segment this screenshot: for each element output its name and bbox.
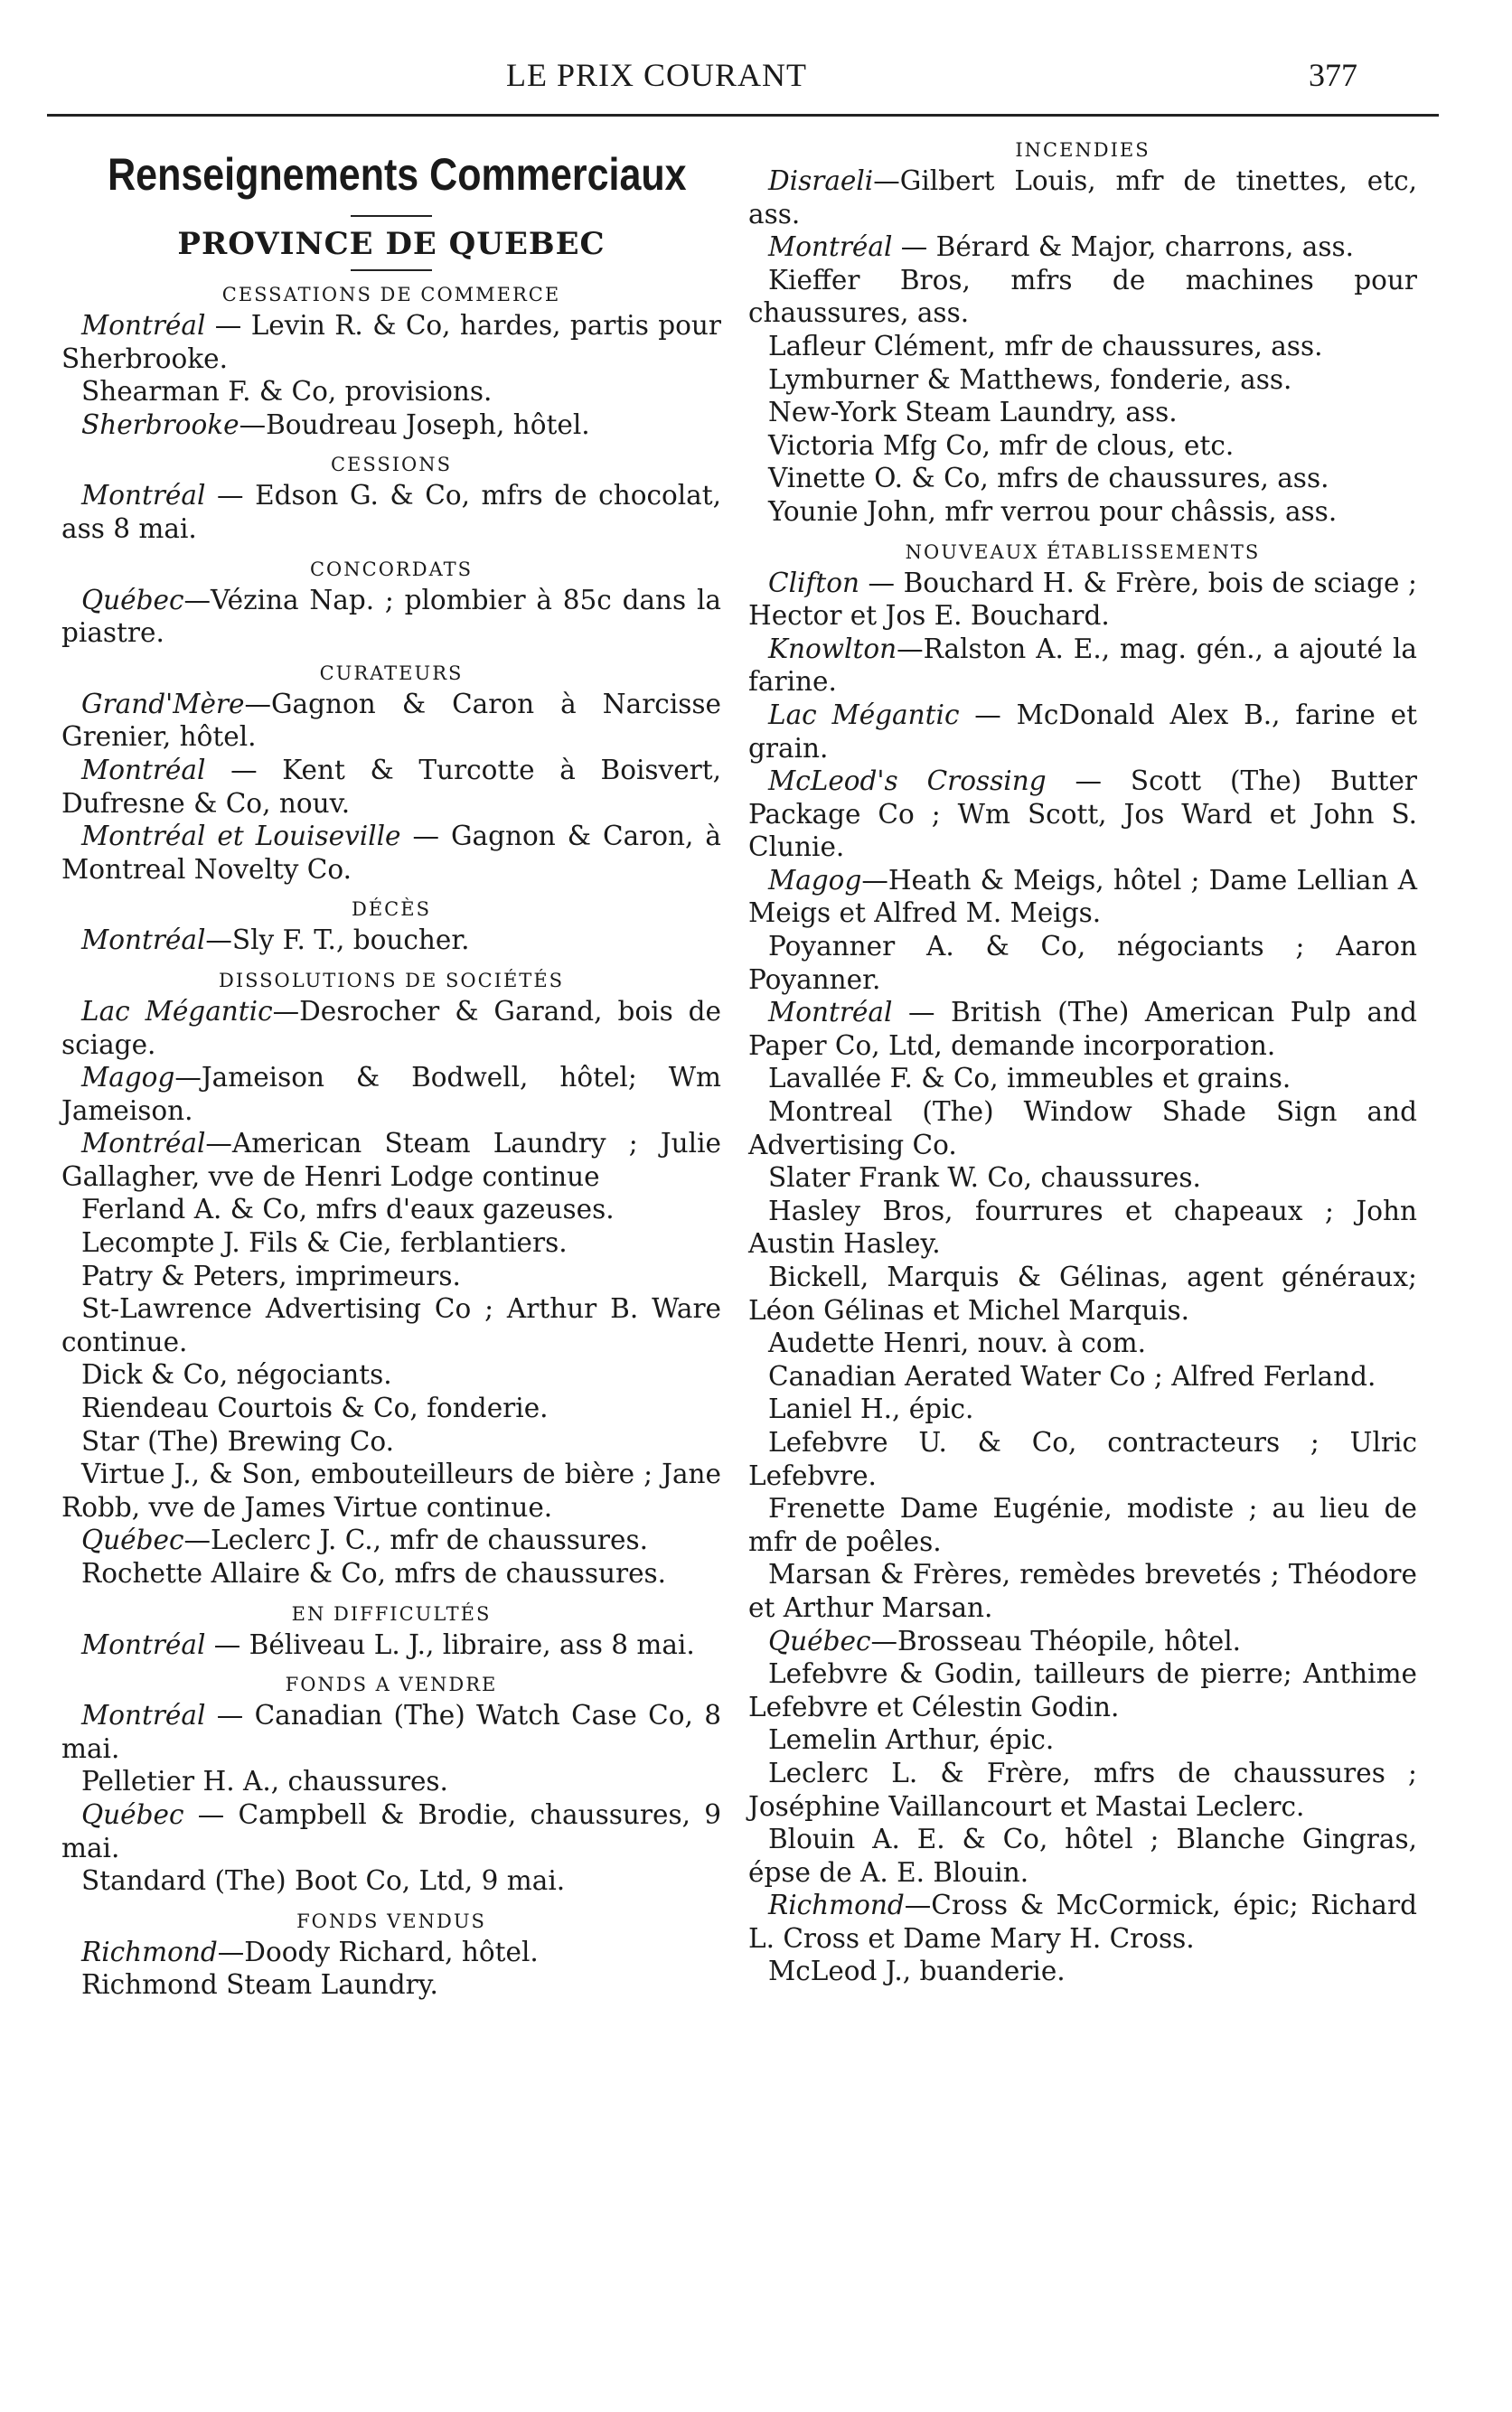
entry-text: Bouchard H. & Frère, bois de sciage ; Hector et Jos E. Bouchard. <box>748 567 1417 632</box>
entry-text: Pelletier H. A., chaussures. <box>81 1766 448 1797</box>
listing-entry <box>61 1458 721 1524</box>
entry-text: Gagnon & Caron à Narcisse Grenier, hôtel. <box>61 688 721 753</box>
entry-text: Marsan & Frères, remèdes brevetés ; Théodore et Arthur Marsan. <box>748 1559 1417 1623</box>
entry-place: Montréal <box>81 1700 206 1732</box>
listing-entry <box>61 1864 721 1898</box>
entry-text: Scott (The) Butter Package Co ; Wm Scott, Jos Ward et John S. Clunie. <box>748 765 1417 863</box>
listing-entry: McLeod's Crossing — Scott (The) Butter Package Co ; Wm Scott, Jos Ward et John S. Clunie. <box>748 765 1417 863</box>
entry-text: Riendeau Courtois & Co, fonderie. <box>81 1393 549 1424</box>
listing-entry: Montréal — Levin R. & Co, hardes, partis pour Sherbrooke. <box>61 310 721 374</box>
entry-place: Sherbrooke <box>81 408 239 440</box>
section-heading-incendies: INCENDIES <box>1015 139 1150 161</box>
listing-entry: Québec—Leclerc J. C., mfr de chaussures. <box>81 1525 648 1556</box>
province-heading: PROVINCE DE QUEBEC <box>177 226 606 262</box>
listing-entry <box>748 930 1417 996</box>
listing-entry <box>61 375 721 408</box>
entry-text: Kieffer Bros, mfrs de machines pour chaussures, ass. <box>748 264 1417 329</box>
entry-text: Dick & Co, négociants. <box>81 1359 392 1391</box>
section-heading-curateurs: CURATEURS <box>319 662 464 684</box>
entry-text: Lefebvre U. & Co, contracteurs ; Ulric Lefebvre. <box>748 1426 1417 1491</box>
listing-entry <box>748 495 1417 529</box>
entry-place: Montréal <box>81 924 206 956</box>
entry-text: Lavallée F. & Co, immeubles et grains. <box>768 1063 1291 1094</box>
entry-text: Gilbert Louis, mfr de tinettes, etc, ass. <box>748 165 1417 230</box>
entry-place: Québec <box>81 584 184 615</box>
listing-entry <box>61 1260 721 1293</box>
entry-text: Desrocher & Garand, bois de sciage. <box>61 995 721 1060</box>
listing-entry <box>748 429 1417 463</box>
section-heading-cessations-de-commerce: CESSATIONS DE COMMERCE <box>221 284 561 305</box>
entry-place: Lac Mégantic <box>768 699 960 730</box>
entry-place: Knowlton <box>768 633 897 664</box>
entry-place: Disraeli <box>768 165 874 196</box>
province-divider <box>351 269 432 271</box>
section-heading-deces: DÉCÈS <box>352 898 431 921</box>
section-heading-dissolutions-de-societes: DISSOLUTIONS DE SOCIÉTÉS <box>218 969 565 991</box>
section-heading-fonds-a-vendre: FONDS A VENDRE <box>285 1674 498 1696</box>
entry-place: Richmond <box>768 1890 905 1921</box>
entry-text: Vinette O. & Co, mfrs de chaussures, ass. <box>768 463 1329 494</box>
listing-entry <box>748 1393 1417 1426</box>
section-heading-nouveaux-etablissements: NOUVEAUX ÉTABLISSEMENTS <box>905 540 1261 563</box>
listing-entry: Montréal — Kent & Turcotte à Boisvert, Dufresne & Co, nouv. <box>61 754 721 819</box>
listing-entry <box>748 1426 1417 1492</box>
listing-entry <box>748 1657 1417 1723</box>
entry-text: St-Lawrence Advertising Co ; Arthur B. Ware continue. <box>61 1293 721 1357</box>
entry-place: Lac Mégantic <box>81 995 273 1027</box>
entry-text: Edson G. & Co, mfrs de chocolat, ass 8 mai. <box>61 480 721 544</box>
entry-text: Leclerc L. & Frère, mfrs de chaussures ; Joséphine Vaillancourt et Mastai Leclerc. <box>748 1757 1417 1822</box>
entry-place: McLeod's Crossing <box>768 765 1047 797</box>
listing-entry <box>748 1360 1417 1394</box>
listing-entry <box>748 1327 1417 1360</box>
entry-text: Béliveau L. J., libraire, ass 8 mai. <box>249 1628 695 1660</box>
listing-entry: Québec—Brosseau Théopile, hôtel. <box>768 1625 1242 1656</box>
listing-entry: Disraeli—Gilbert Louis, mfr de tinettes, etc, ass. <box>748 165 1417 230</box>
listing-entry <box>748 1723 1417 1757</box>
entry-text: Cross & McCormick, épic; Richard L. Cross et Dame Mary H. Cross. <box>748 1890 1417 1954</box>
listing-entry <box>748 396 1417 429</box>
right-column <box>748 127 1417 1988</box>
listing-entry <box>748 363 1417 397</box>
listing-entry <box>748 1823 1417 1889</box>
section-heading-fonds-vendus: FONDS VENDUS <box>296 1910 486 1932</box>
listing-entry: Montréal—Sly F. T., boucher. <box>81 924 470 956</box>
listing-entry: Grand'Mère—Gagnon & Caron à Narcisse Grenier, hôtel. <box>61 688 721 753</box>
entry-text: Lafleur Clément, mfr de chaussures, ass. <box>768 330 1323 361</box>
listing-entry <box>748 1095 1417 1161</box>
entry-text: Leclerc J. C., mfr de chaussures. <box>211 1525 648 1556</box>
listing-entry <box>748 1261 1417 1327</box>
entry-text: Boudreau Joseph, hôtel. <box>266 408 590 440</box>
listing-entry <box>61 1557 721 1591</box>
entry-place: Magog <box>768 864 862 896</box>
listing-entry: Montréal — Edson G. & Co, mfrs de chocolat, ass 8 mai. <box>61 480 721 544</box>
entry-text: Younie John, mfr verrou pour châssis, ass. <box>768 495 1338 527</box>
section-heading-concordats: CONCORDATS <box>309 558 473 580</box>
right-sections <box>748 139 1417 1988</box>
entry-text: Canadian Aerated Water Co ; Alfred Ferland. <box>768 1360 1376 1392</box>
listing-entry: Richmond—Doody Richard, hôtel. <box>81 1936 539 1967</box>
listing-entry: Montréal et Louiseville — Gagnon & Caron, à Montreal Novelty Co. <box>61 821 721 885</box>
listing-entry <box>61 1392 721 1425</box>
entry-text: Gagnon & Caron, à Montreal Novelty Co. <box>61 821 721 885</box>
listing-entry: Lac Mégantic—Desrocher & Garand, bois de sciage. <box>61 995 721 1060</box>
entry-text: Montreal (The) Window Shade Sign and Advertising Co. <box>748 1096 1417 1160</box>
section-heading-cessions: CESSIONS <box>330 454 453 476</box>
entry-text: Levin R. & Co, hardes, partis pour Sherbrooke. <box>61 310 721 374</box>
entry-text: Star (The) Brewing Co. <box>81 1425 395 1457</box>
entry-text: Kent & Turcotte à Boisvert, Dufresne & Co, nouv. <box>61 754 721 819</box>
page-number: 377 <box>1309 57 1357 93</box>
listing-entry: Sherbrooke—Boudreau Joseph, hôtel. <box>81 408 590 440</box>
entry-text: Virtue J., & Son, embouteilleurs de bière ; Jane Robb, vve de James Virtue continue. <box>61 1459 721 1523</box>
entry-text: Jameison & Bodwell, hôtel; Wm Jameison. <box>61 1062 721 1126</box>
listing-entry <box>748 1161 1417 1195</box>
listing-entry <box>748 1955 1417 1988</box>
entry-place: Montréal <box>81 480 206 511</box>
listing-entry <box>61 1226 721 1260</box>
entry-place: Montréal <box>81 754 206 785</box>
listing-entry <box>61 1292 721 1358</box>
listing-entry <box>61 1765 721 1798</box>
running-header <box>0 56 1512 110</box>
listing-entry <box>61 1358 721 1392</box>
entry-text: New-York Steam Laundry, ass. <box>768 397 1178 428</box>
entry-text: Richmond Steam Laundry. <box>81 1969 438 2001</box>
entry-text: British (The) American Pulp and Paper Co, Ltd, demande incorporation. <box>748 997 1417 1061</box>
entry-text: Ferland A. & Co, mfrs d'eaux gazeuses. <box>81 1194 615 1225</box>
entry-place: Clifton <box>768 567 859 598</box>
entry-text: Lemelin Arthur, épic. <box>768 1724 1055 1756</box>
entry-place: Montréal <box>81 1128 206 1159</box>
entry-place: Montréal <box>768 231 893 263</box>
entry-place: Montréal <box>81 1628 206 1660</box>
listing-entry: Magog—Jameison & Bodwell, hôtel; Wm Jameison. <box>61 1062 721 1126</box>
entry-place: Grand'Mère <box>81 688 245 719</box>
entry-text: American Steam Laundry ; Julie Gallagher, vve de Henri Lodge continue <box>61 1128 721 1192</box>
listing-entry <box>748 1558 1417 1624</box>
entry-text: Audette Henri, nouv. à com. <box>768 1328 1146 1359</box>
entry-text: Campbell & Brodie, chaussures, 9 mai. <box>61 1798 721 1863</box>
listing-entry <box>748 264 1417 330</box>
entry-place: Montréal <box>81 310 206 341</box>
listing-entry: Richmond—Cross & McCormick, épic; Richard L. Cross et Dame Mary H. Cross. <box>748 1890 1417 1954</box>
section-heading-en-difficultes: EN DIFFICULTÉS <box>291 1602 492 1625</box>
entry-text: Victoria Mfg Co, mfr de clous, etc. <box>768 429 1235 461</box>
listing-entry <box>61 1425 721 1459</box>
listing-entry: Montréal—American Steam Laundry ; Julie Gallagher, vve de Henri Lodge continue <box>61 1128 721 1192</box>
entry-place: Montréal et Louiseville <box>81 821 401 852</box>
entry-place: Magog <box>81 1062 175 1093</box>
listing-entry: Lac Mégantic — McDonald Alex B., farine et grain. <box>748 699 1417 764</box>
entry-text: McDonald Alex B., farine et grain. <box>748 699 1417 764</box>
entry-place: Québec <box>768 1625 871 1656</box>
entry-text: Ralston A. E., mag. gén., a ajouté la farine. <box>748 633 1417 698</box>
listing-entry <box>748 1062 1417 1095</box>
entry-place: Montréal <box>768 997 893 1028</box>
listing-entry: Knowlton—Ralston A. E., mag. gén., a ajouté la farine. <box>748 633 1417 698</box>
entry-text: Standard (The) Boot Co, Ltd, 9 mai. <box>81 1865 566 1897</box>
entry-place: Québec <box>81 1525 184 1556</box>
listing-entry <box>748 330 1417 363</box>
entry-text: McLeod J., buanderie. <box>768 1956 1066 1987</box>
entry-text: Frenette Dame Eugénie, modiste ; au lieu de mfr de poêles. <box>748 1493 1417 1557</box>
entry-text: Bickell, Marquis & Gélinas, agent généraux; Léon Gélinas et Michel Marquis. <box>748 1262 1417 1326</box>
listing-entry: Montréal — Bérard & Major, charrons, ass. <box>768 231 1355 263</box>
listing-entry: Québec—Vézina Nap. ; plombier à 85c dans la piastre. <box>61 584 721 649</box>
entry-text: Bérard & Major, charrons, ass. <box>935 231 1355 263</box>
entry-text: Rochette Allaire & Co, mfrs de chaussures. <box>81 1558 667 1589</box>
entry-text: Poyanner A. & Co, négociants ; Aaron Poyanner. <box>748 931 1417 995</box>
header-rule <box>47 114 1439 117</box>
listing-entry: Clifton — Bouchard H. & Frère, bois de sciage ; Hector et Jos E. Bouchard. <box>748 567 1417 632</box>
entry-text: Canadian (The) Watch Case Co, 8 mai. <box>61 1700 721 1764</box>
running-title: LE PRIX COURANT <box>506 57 808 93</box>
entry-text: Hasley Bros, fourrures et chapeaux ; John Austin Hasley. <box>748 1195 1417 1260</box>
listing-entry: Montréal — Canadian (The) Watch Case Co, 8 mai. <box>61 1700 721 1764</box>
listing-entry <box>61 1968 721 2002</box>
entry-text: Patry & Peters, imprimeurs. <box>81 1260 461 1291</box>
entry-place: Québec <box>81 1798 184 1830</box>
entry-text: Brosseau Théopile, hôtel. <box>897 1625 1242 1656</box>
entry-text: Blouin A. E. & Co, hôtel ; Blanche Gingras, épse de A. E. Blouin. <box>748 1824 1417 1888</box>
left-column <box>61 127 721 2002</box>
listing-entry <box>748 1492 1417 1558</box>
entry-text: Slater Frank W. Co, chaussures. <box>768 1162 1201 1194</box>
entry-text: Lymburner & Matthews, fonderie, ass. <box>768 363 1292 395</box>
listing-entry: Québec — Campbell & Brodie, chaussures, 9 mai. <box>61 1798 721 1863</box>
listing-entry: Magog—Heath & Meigs, hôtel ; Dame Lellian A Meigs et Alfred M. Meigs. <box>748 864 1417 929</box>
page-title: Renseignements Commerciaux <box>108 149 687 200</box>
listing-entry <box>61 1193 721 1226</box>
listing-entry: Montréal — British (The) American Pulp and Paper Co, Ltd, demande incorporation. <box>748 997 1417 1061</box>
entry-text: Lefebvre & Godin, tailleurs de pierre; Anthime Lefebvre et Célestin Godin. <box>748 1658 1417 1722</box>
entry-text: Sly F. T., boucher. <box>231 924 470 956</box>
left-sections <box>61 284 721 2002</box>
listing-entry <box>748 1757 1417 1823</box>
listing-entry: Montréal — Béliveau L. J., libraire, ass 8 mai. <box>81 1628 695 1660</box>
entry-place: Richmond <box>81 1936 218 1967</box>
entry-text: Shearman F. & Co, provisions. <box>81 376 493 408</box>
entry-text: Heath & Meigs, hôtel ; Dame Lellian A Meigs et Alfred M. Meigs. <box>748 864 1417 929</box>
entry-text: Laniel H., épic. <box>768 1394 974 1425</box>
title-divider <box>351 215 432 217</box>
entry-text: Vézina Nap. ; plombier à 85c dans la piastre. <box>61 584 721 649</box>
listing-entry <box>748 1195 1417 1261</box>
listing-entry <box>748 462 1417 495</box>
entry-text: Doody Richard, hôtel. <box>244 1936 539 1967</box>
entry-text: Lecompte J. Fils & Cie, ferblantiers. <box>81 1227 568 1259</box>
